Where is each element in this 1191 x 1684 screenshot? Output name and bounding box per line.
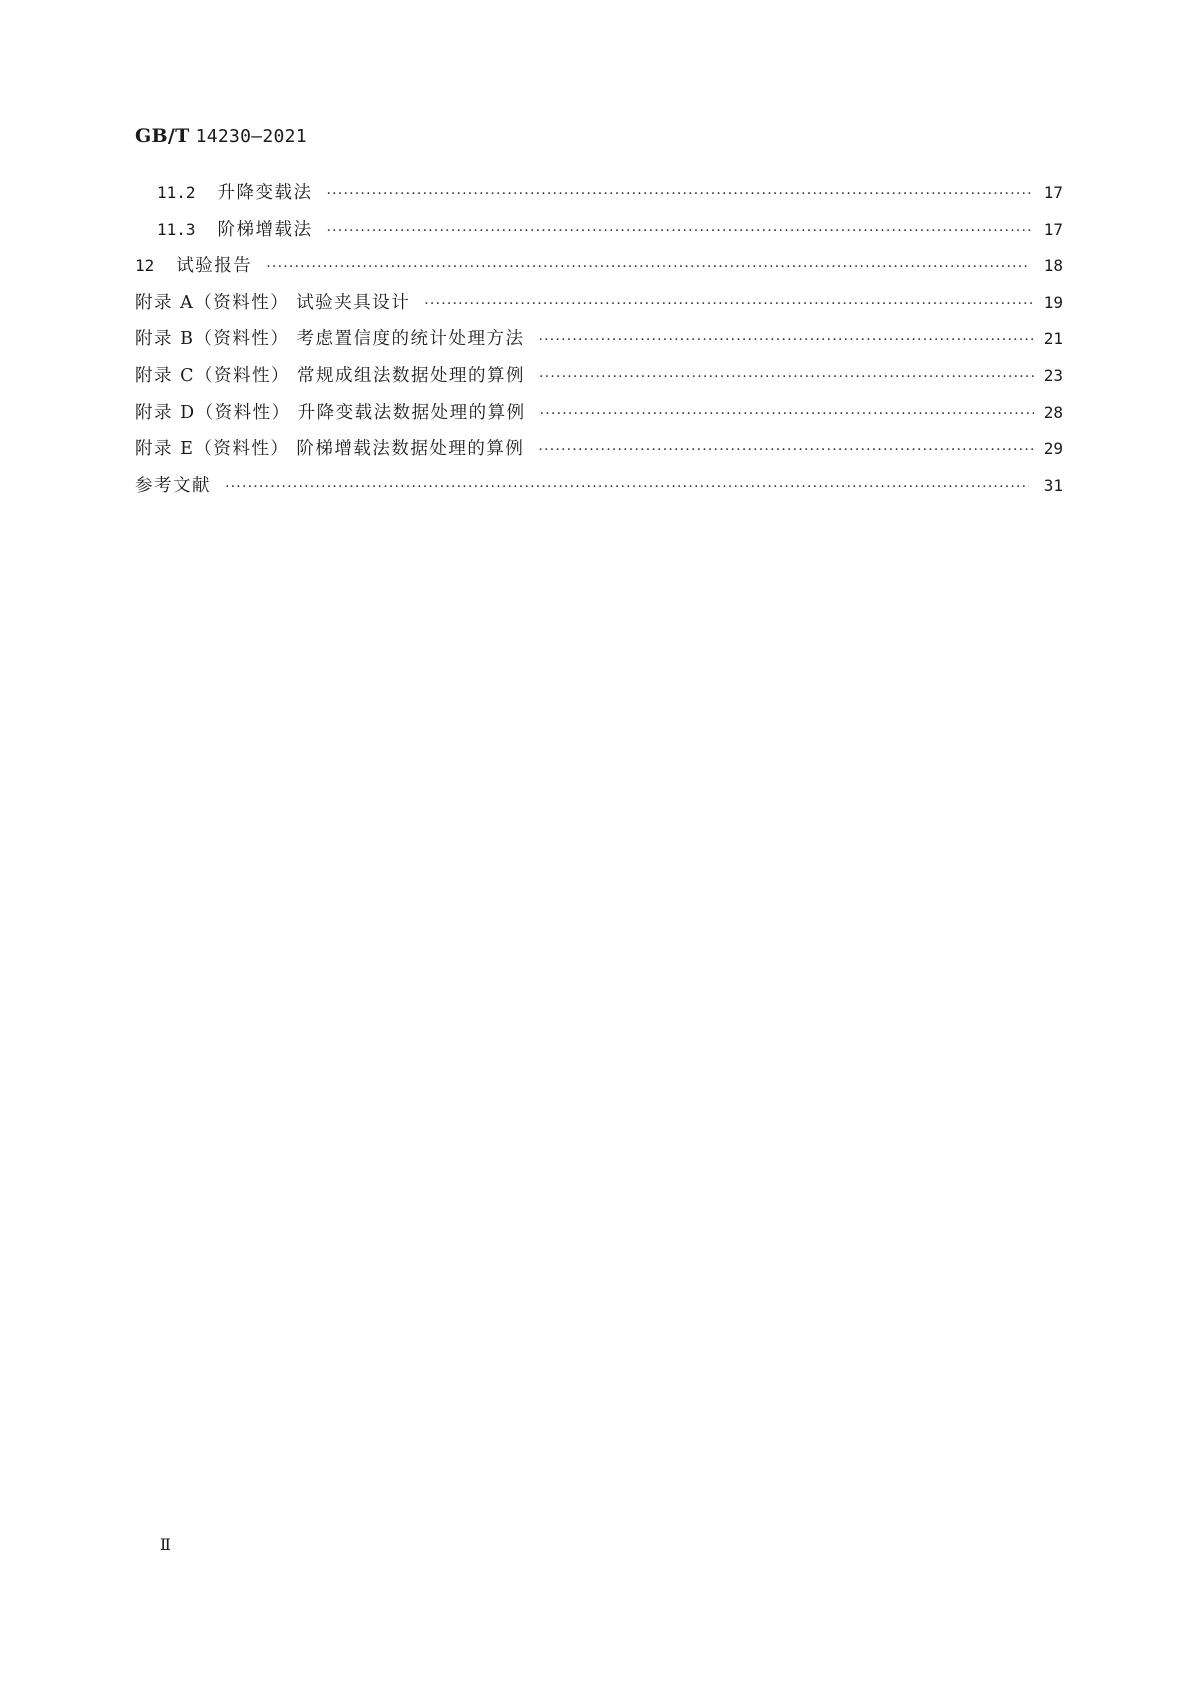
toc-dot-leader xyxy=(225,469,1029,506)
toc-entry-12[interactable] xyxy=(135,248,1063,285)
toc-dot-leader xyxy=(424,286,1033,323)
toc-entry-title: 附录 E（资料性） 阶梯增载法数据处理的算例 xyxy=(135,439,525,460)
toc-entry-title: 附录 B（资料性） 考虑置信度的统计处理方法 xyxy=(135,329,525,350)
toc-entry-page: 17 xyxy=(1043,183,1063,202)
toc-entry-page: 17 xyxy=(1043,219,1063,239)
toc-dot-leader xyxy=(327,176,1032,213)
toc-entry-title: 试验报告 xyxy=(176,256,253,277)
toc-entry-title: 附录 D（资料性） 升降变载法数据处理的算例 xyxy=(135,402,526,423)
toc-dot-leader xyxy=(266,249,1030,286)
toc-dot-leader xyxy=(540,396,1034,433)
toc-entry-number: 12 xyxy=(135,256,155,276)
toc-entry-bibliography[interactable] xyxy=(135,468,1063,505)
toc-entry-11-2[interactable] xyxy=(135,175,1063,212)
toc-dot-leader xyxy=(327,213,1032,250)
standard-code xyxy=(135,125,307,147)
toc-entry-number: 11.2 xyxy=(157,183,196,202)
toc-entry-page: 19 xyxy=(1043,292,1063,312)
toc-entry-page: 28 xyxy=(1043,402,1063,422)
toc-entry-page: 18 xyxy=(1043,256,1063,276)
toc-entry-page: 21 xyxy=(1043,329,1063,349)
toc-entry-page: 31 xyxy=(1043,475,1063,495)
toc-entry-number: 11.3 xyxy=(157,219,196,239)
toc-entry-title: 附录 A（资料性） 试验夹具设计 xyxy=(135,292,411,313)
toc-entry-appendix-a[interactable] xyxy=(135,285,1063,322)
toc-dot-leader xyxy=(538,322,1033,359)
standard-prefix: GB/T xyxy=(135,125,190,147)
toc-entry-title: 参考文献 xyxy=(135,475,211,496)
toc-entry-page: 23 xyxy=(1043,365,1063,385)
toc-dot-leader xyxy=(539,359,1034,396)
toc-entry-title: 阶梯增载法 xyxy=(217,219,313,240)
toc-entry-appendix-b[interactable] xyxy=(135,321,1063,358)
standard-number: 14230—2021 xyxy=(195,126,307,147)
toc-entry-appendix-d[interactable] xyxy=(135,395,1063,432)
table-of-contents xyxy=(135,175,1063,504)
toc-entry-appendix-e[interactable] xyxy=(135,431,1063,468)
toc-entry-page: 29 xyxy=(1043,439,1063,459)
toc-entry-title: 附录 C（资料性） 常规成组法数据处理的算例 xyxy=(135,365,526,386)
page-number: Ⅱ xyxy=(160,1535,171,1554)
toc-dot-leader xyxy=(538,432,1033,469)
toc-entry-appendix-c[interactable] xyxy=(135,358,1063,395)
toc-entry-title: 升降变载法 xyxy=(217,183,313,203)
toc-entry-11-3[interactable] xyxy=(135,212,1063,249)
